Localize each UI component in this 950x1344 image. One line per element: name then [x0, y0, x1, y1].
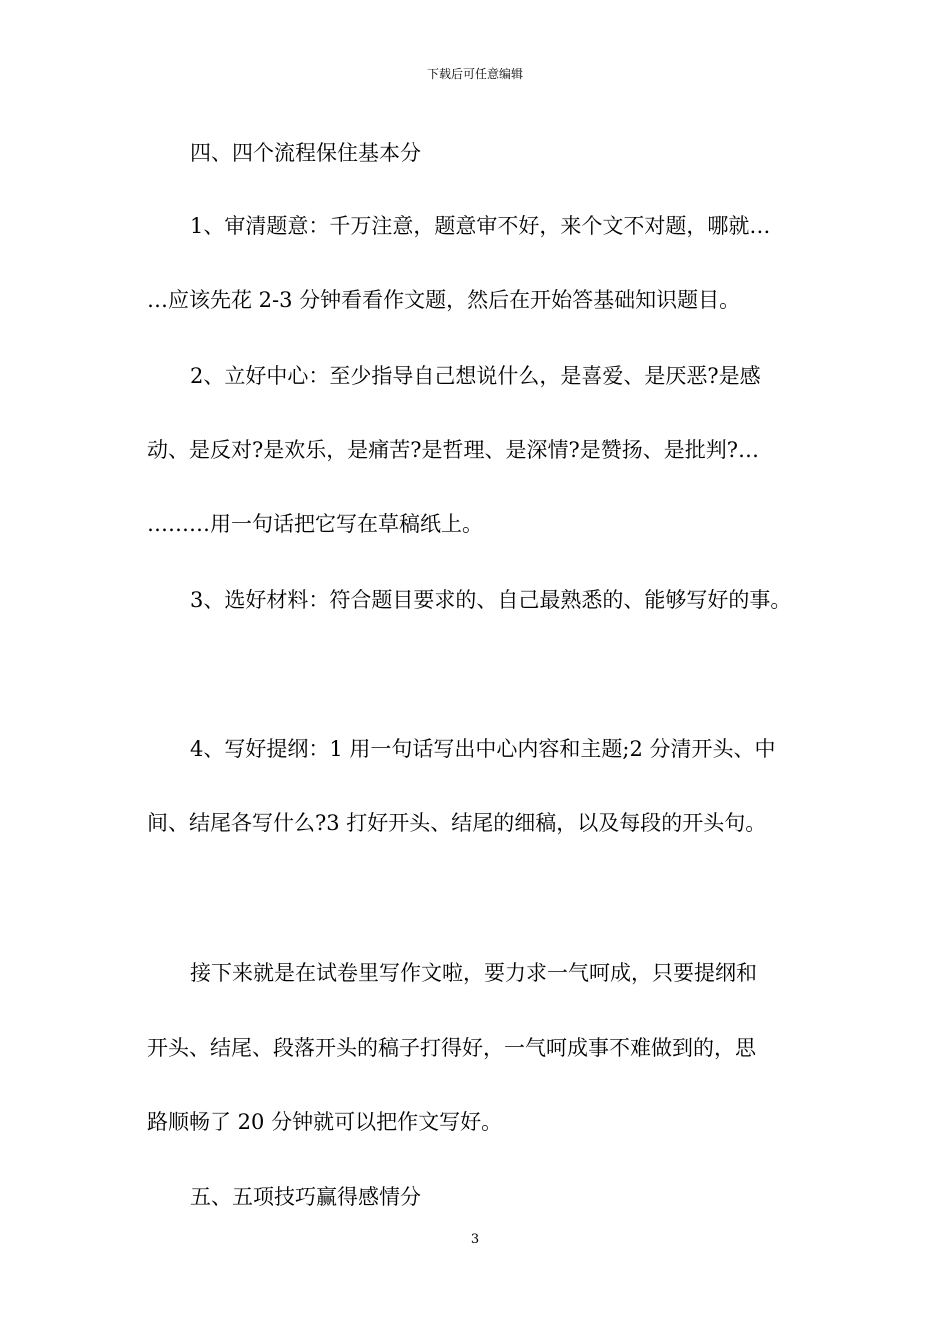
paragraph-line: 间、结尾各写什么?3 打好开头、结尾的细稿，以及每段的开头句。: [147, 811, 767, 835]
paragraph-line: 接下来就是在试卷里写作文啦，要力求一气呵成，只要提纲和: [190, 961, 757, 985]
page-number: 3: [470, 1232, 480, 1247]
section-heading-four: 四、四个流程保住基本分: [190, 141, 421, 165]
section-heading-five: 五、五项技巧赢得感情分: [190, 1185, 421, 1209]
paragraph-line: ………用一句话把它写在草稿纸上。: [147, 512, 483, 536]
paragraph-line: 3、选好材料：符合题目要求的、自己最熟悉的、能够写好的事。: [190, 588, 792, 612]
paragraph-line: 开头、结尾、段落开头的稿子打得好，一气呵成事不难做到的，思: [147, 1036, 756, 1060]
page-header: 下载后可任意编辑: [426, 67, 523, 81]
paragraph-line: 路顺畅了 20 分钟就可以把作文写好。: [147, 1110, 503, 1134]
paragraph-line: …应该先花 2-3 分钟看看作文题，然后在开始答基础知识题目。: [147, 288, 741, 312]
paragraph-line: 2、立好中心：至少指导自己想说什么，是喜爱、是厌恶?是感: [190, 364, 761, 388]
paragraph-line: 动、是反对?是欢乐，是痛苦?是哲理、是深情?是赞扬、是批判?…: [147, 438, 760, 462]
paragraph-line: 4、写好提纲：1 用一句话写出中心内容和主题;2 分清开头、中: [190, 737, 776, 761]
paragraph-line: 1、审清题意：千万注意，题意审不好，来个文不对题，哪就…: [190, 214, 771, 238]
